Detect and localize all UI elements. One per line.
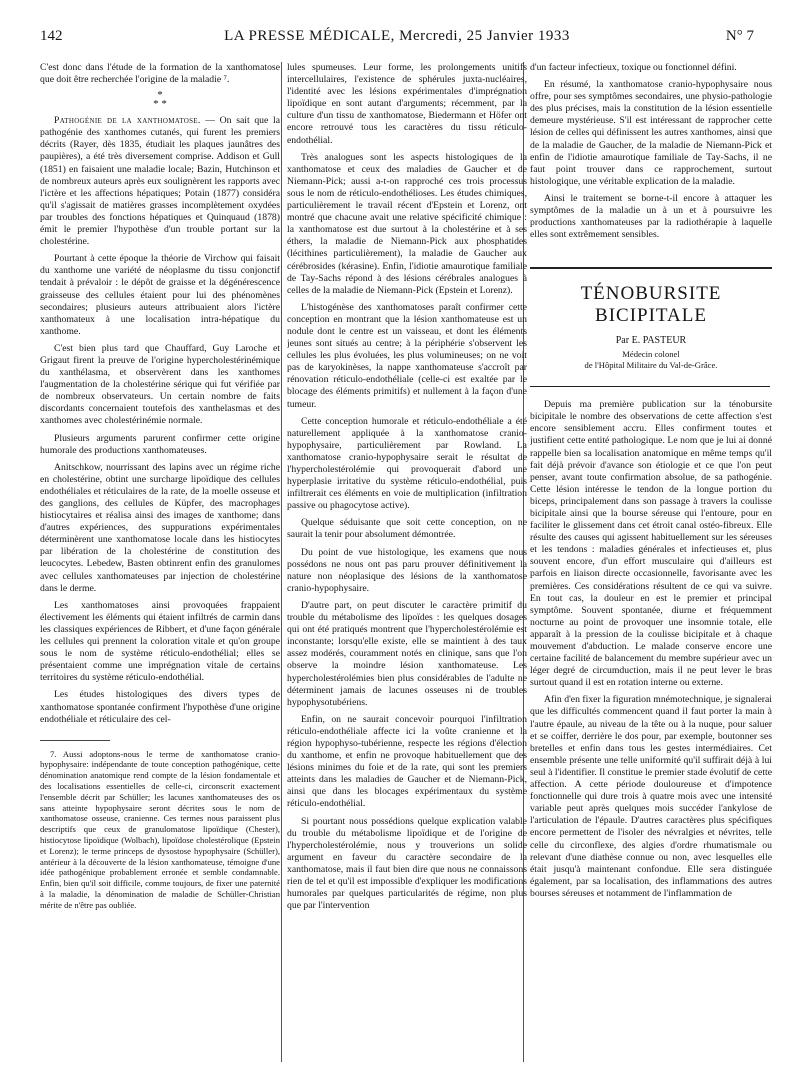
column-middle: [287, 62, 527, 1062]
author-affiliation: de l'Hôpital Militaire du Val-de-Grâce.: [584, 359, 718, 370]
paragraph: [40, 115, 280, 248]
paragraph: C'est donc dans l'étude de la formation de la xanthomatose que doit être recherchée l'origine de la maladie ⁷.: [40, 62, 280, 86]
paragraph: Pourtant à cette époque la théorie de Virchow qui faisait du xanthome une variété de néoplasme du tissu conjonctif tendait à prévaloir : le dépôt de graisse et la dégénérescence graisseuse des cellules étaient pour lui des phénomènes secondaires; plusieurs auteurs attribuaient alors l'ictère xanthomateux à une localisation intra-hépatique du xanthome.: [40, 253, 280, 337]
footnote-rule: [40, 740, 110, 741]
paragraph: C'est bien plus tard que Chauffard, Guy Laroche et Grigaut firent la preuve de l'origine hypercholestérinémique du xanthélasma, et observèrent dans les xanthomes l'augmentation de la cholestérine sérique qui fut vérifiée par de nombreux observateurs. Un certain nombre de faits discordants concernaient toutefois des xanthelasmas et des xanthomes avec cholestérinémie normale.: [40, 342, 280, 427]
paragraph: Les études histologiques des divers types de xanthomatose spontanée confirment l'hypothèse d'une origine endothéliale et réticulaire des cel-: [40, 689, 280, 725]
journal-title: LA PRESSE MÉDICALE, Mercredi, 25 Janvier 1933: [224, 28, 570, 44]
paragraph: Depuis ma première publication sur la ténobursite bicipitale le nombre des observations de cette affection s'est encore sensiblement accru. Elles confirment toutes et justifient cette entité pathologique. Le nom que je lui ai donné rappelle bien sa localisation anatomique en même temps qu'il fait déjà prévoir d'avance son étiologie et ce que l'on peut penser, avant toute confirmation absolue, de sa pathogénie. Cette lésion intéresse le tendon de la longue portion du biceps, principalement dans son passage à travers la coulisse bicipitale ainsi que la bourse séreuse qui l'entoure, pour en faciliter le glissement dans cet étroit canal ostéo-fibreux. Elle résulte des causes qui agissent habituellement sur les séreuses et les tendons : maladies générales et infectieuses et, plus souvent encore, d'un effort musculaire qui d'ailleurs est parfois en liaison directe occasionnelle, favorisante avec les premières. Ces considérations résultent de ce qui va suivre. En tout cas, la douleur en est le premier et principal symptôme. Souvent spontanée, diurne et fréquemment nocturne au point de provoquer une insomnie totale, elle apparaît à la pression de la coulisse bicipitale et à chaque mouvement d'abduction. Le malade conserve encore une certaine facilité de balancement du membre supérieur avec un léger degré de circumduction, mais il ne peut lever le bras surtout quand il est en rotation interne ou externe.: [530, 399, 772, 689]
column-left: [40, 62, 280, 1062]
paragraph: En résumé, la xanthomatose cranio-hypophysaire nous offre, pour ses symptômes secondaires, une physio-pathologie des plus précises, mais la constitution de la lésion essentielle demeure mystérieuse. S'il est intéressant de rapprocher cette lésion de celles qui définissent les autres xanthomes, ainsi que de la maladie de Gaucher, de la maladie de Niemann-Pick et enfin de l'idiotie amaurotique familiale de Tay-Sachs, il ne faut point trouver dans ce rapprochement, surtout histologique, une véritable explication de la maladie.: [530, 79, 772, 187]
paragraph: lules spumeuses. Leur forme, les prolongements unitifs intercellulaires, l'existence de sphérules juxta-nucléaires, l'identité avec les lésions expérimentales d'imprégnation lipoïdique en sont autant d'arguments; récemment, par la culture d'un tissu de xanthomatose, Biedermann et Höfer ont encore retrouvé tous les caractères du tissu réticulo-endothélial.: [287, 62, 527, 146]
separator-stars: * *: [153, 98, 167, 111]
paragraph: Plusieurs arguments parurent confirmer cette origine humorale des productions xanthomateuses.: [40, 432, 280, 456]
paragraph: Anitschkow, nourrissant des lapins avec un régime riche en cholestérine, obtint une surcharge lipoïdique des cellules endothéliales et réticulaires de la rate, de la moelle osseuse et des ganglions, des cellules de Küpfer, des macrophages histiocytaires et réalisa ainsi des images de xanthome; dans d'autres expériences, des suppurations expérimentales déterminèrent une xanthomatose locale dans les histiocytes par libération de la cholestérine de constitution des leucocytes. Lebedew, Basten obtinrent enfin des granulomes avec cellules xanthomateuses par injection de cholestérine dans le derme.: [40, 461, 280, 594]
section-heading: Pathogénie de la xanthomatose.: [54, 115, 201, 127]
column-right: [530, 62, 772, 1062]
paragraph: Très analogues sont les aspects histologiques de la xanthomatose et ceux des maladies de Gaucher et de Niemann-Pick; aussi a-t-on rapproché ces trois processus sous le nom de réticulo-endothélioses. Les études chimiques, particulièrement le travail récent d'Epstein et Lorenz, ont montré que chacune avait une relative spécificité chimique : la xanthomatose est due surtout à la cholestérine et à ses éthers, la maladie de Niemann-Pick aux phosphatides (lécithines particulièrement), la maladie de Gaucher aux cérébrosides (kérasine). Enfin, l'idiotie amaurotique familiale de Tay-Sachs répond à des lésions cérébrales analogues à celles de la maladie de Niemann-Pick (Epstein et Lorenz).: [287, 151, 527, 296]
article-title: TÉNOBURSITE BICIPITALE: [580, 283, 722, 327]
paragraph: Si pourtant nous possédions quelque explication valable du trouble du métabolisme lipoïdique et de l'origine de l'hypercholestérolémie, nous y trouverions un solide argument en faveur du caractère secondaire de la xanthomatose, mais il faut bien dire que nous ne connaissons rien de tel et qu'il est impossible d'expliquer les modifications humorales par quelques particularités de régime, non plus que par l'intervention: [287, 815, 527, 912]
issue-number: N° 7: [725, 28, 754, 44]
section-separator: [40, 91, 280, 109]
footnote: 7. Aussi adoptons-nous le terme de xanthomatose cranio-hypophysaire: indépendante de toute conception pathogénique, cette dénomination anatomique rend compte de la lésion fondamentale et des localisations essentielles de celle-ci, circonscrit exactement l'ensemble décrit par Schüller; les lacunes xanthomateuses des os sans atteinte hypophysaire seront décrites sous le nom de xanthomatose osseuse, cranienne. Ces termes nous paraissent plus descriptifs que ceux de granulomatose lipoïdique (Chester), histiocytose lipoïdique (Wolbach), lipoïdose cholestérolique (Epstein et Lorenz); le terme princeps de dysostose hypophysaire (Schüller), antérieur à la découverte de la lésion xanthomateuse, témoigne d'une idée pathogénique probablement erronée et semble condamnable. Enfin, bien qu'il soit difficile, comme toujours, de fixer une paternité à la maladie, la dénomination de maladie de Schüller-Christian mérite de n'être pas oubliée.: [40, 748, 280, 910]
running-header: [40, 28, 754, 50]
article-separator: [530, 386, 770, 387]
paragraph: Afin d'en fixer la figuration mnémotechnique, je signalerai que les difficultés commencent quand il faut porter la main à l'autre épaule, au niveau de la tête ou à la nuque, pour saluer et se coiffer, derrière le dos pour, par exemple, boutonner ses bretelles et enfin dans tous les gestes intermédiaires. Cet ensemble présente une telle uniformité qu'il suffirait déjà à lui seul à l'identifier. Il constitue le premier stade évolutif de cette affection. A cette période douloureuse et d'impotence fonctionnelle qui dure trois à quatre mois avec une intensité variable peut après quelques mois succéder l'ankylose de l'articulation de l'épaule. D'autres caractères plus spécifiques encore permettent de l'isoler des névralgies et névrites, telle celle du circonflexe, des algies d'ordre rhumatismale ou relevant d'une diathèse connue ou non, avec lesquelles elle était jusqu'à maintenant confondue. Elle sera distinguée également, par sa localisation, des inflammations des autres bourses séreuses et notamment de l'inflammation de: [530, 694, 772, 899]
paragraph: Du point de vue histologique, les examens que nous possédons ne nous ont pas paru prouver définitivement la nature non néoplasique des lésions de la xanthomatose cranio-hypophysaire.: [287, 546, 527, 594]
paragraph: Cette conception humorale et réticulo-endothéliale a été naturellement appliquée à la xanthomatose cranio-hypophysaire, particulièrement par Rowland. La xanthomatose cranio-hypophysaire serait le résultat de l'hypercholestérolémie qui provoquerait d'abord une hyperplasie irritative du système réticulo-endothélial, puis infiltrerait ces éléments en voie de multiplication (infiltration passive ou phagocytose active).: [287, 415, 527, 512]
paragraph: L'histogénèse des xanthomatoses paraît confirmer cette conception en montrant que la lésion xanthomateuse est un nodule dont le centre est un vaisseau, et dont les éléments jeunes sont situés au centre; à la périphérie s'observent les cellules les plus évoluées, les plus volumineuses; on ne voit pas de karyokinèses, la nappe xanthomateuse s'accroît par rénovation réticulo-endothéliale (celle-ci est exaltée par le blocage des éléments primitifs) et nullement à la façon d'une tumeur.: [287, 301, 527, 410]
author-title: Médecin colonel: [622, 349, 680, 360]
paragraph: Ainsi le traitement se borne-t-il encore à attaquer les symptômes de la maladie un à un et à poursuivre les productions xanthomateuses par la radiothérapie à laquelle elles sont extrêmement sensibles.: [530, 192, 772, 241]
article-author: Par E. PASTEUR: [615, 335, 687, 347]
article-rule: [530, 267, 772, 269]
paragraph: d'un facteur infectieux, toxique ou fonctionnel défini.: [530, 62, 737, 73]
column-divider: [281, 62, 282, 1062]
paragraph: Les xanthomatoses ainsi provoquées frappaient électivement les éléments qui étaient infiltrés de carmin dans les classiques expériences de Ribbert, et d'une façon générale les cellules qui prennent la coloration vitale et qu'on groupe sous le nom de système réticulo-endothélial; elles se présentaient comme une imprégnation vitale de certains territoires du système réticulo-endothélial.: [40, 599, 280, 684]
paragraph: D'autre part, on peut discuter le caractère primitif du trouble du métabolisme des lipoïdes : les quelques dosages qui ont été pratiqués montrent que l'hypercholestérolémie est inconstante; lorsqu'elle existe, elle se maintient à des taux assez modérés, couramment notés en clinique, sans que l'on observe la moindre lésion xanthomateuse. Les hypercholestérolémies bien plus considérables de l'adulte ne déterminent jamais de lacunes osseuses ni de troubles hypophysotubériens.: [287, 599, 527, 708]
paragraph-text: — On sait que la pathogénie des xanthomes cutanés, qui furent les premiers décrits (Rayer, dès 1835, étudiait les plaques jaunâtres des paupières), a été très diversement comprise. Addison et Gull (1851) en faisaient une maladie locale; Bazin, Hutchinson et de nombreux auteurs après eux soulignèrent les rapports avec l'ictère et les affections hépatiques; Potain (1877) considéra qu'il s'agissait de matières grasses incomplètement oxydées par troubles des fonctions hépatiques et Quinquaud (1878) émit le premier l'hypothèse d'un trouble portant sur la cholestérine.: [40, 115, 280, 248]
separator-star: *: [157, 89, 163, 102]
paragraph: Quelque séduisante que soit cette conception, on ne saurait la tenir pour absolument démontrée.: [287, 517, 527, 541]
page-number: 142: [40, 28, 63, 44]
paragraph: Enfin, on ne saurait concevoir pourquoi l'infiltration réticulo-endothéliale affecte ici la voûte cranienne et la région hypophyso-tubérienne, respecte les régions d'élection du xanthome, et enfin ne provoque habituellement que des lésions minimes du foie et de la rate, qui sont les premiers atteints dans les maladies de Gaucher et de Niemann-Pick, ainsi que dans les blocages expérimentaux du système réticulo-endothélial.: [287, 713, 527, 810]
